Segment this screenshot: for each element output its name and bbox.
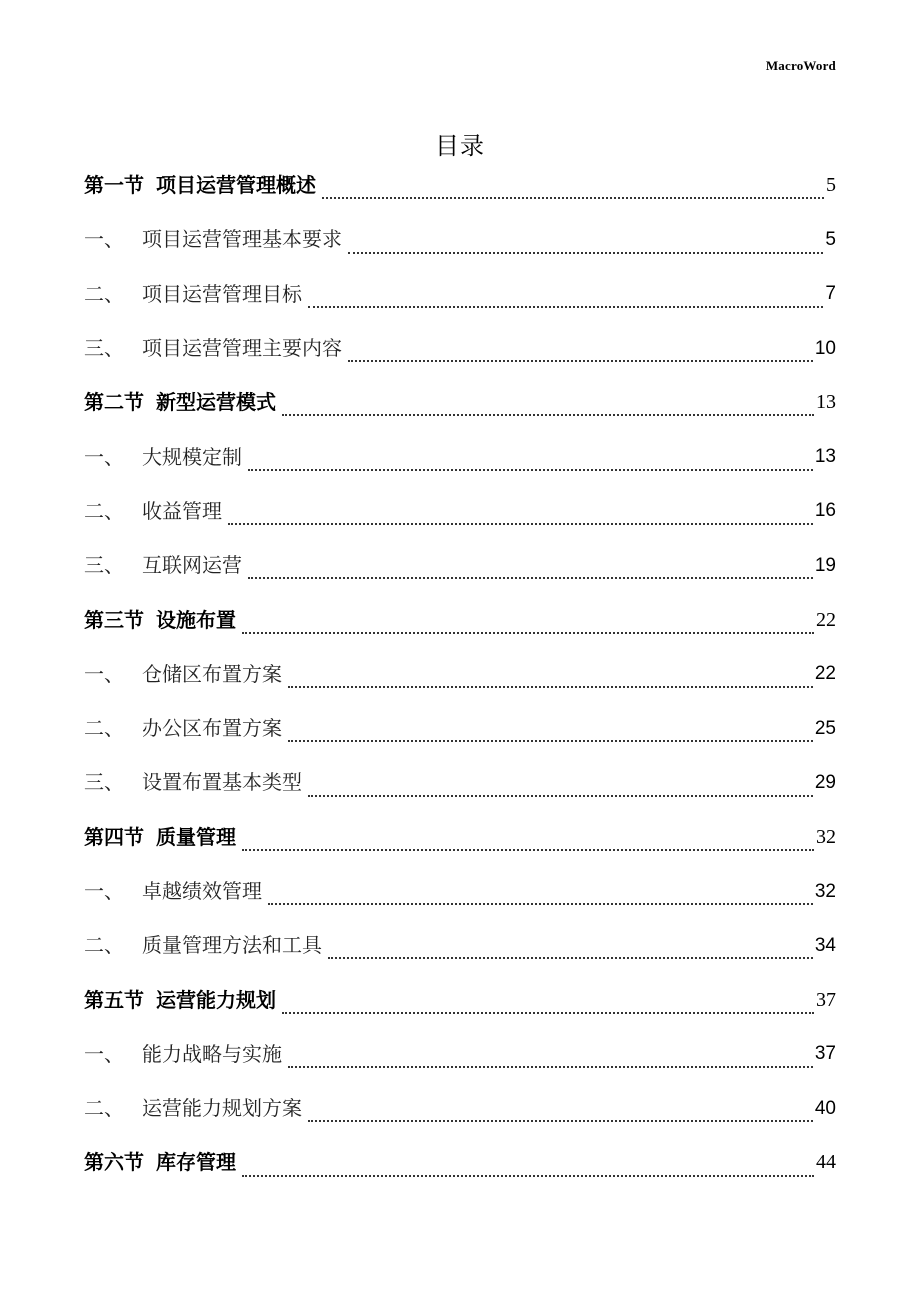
toc-entry-text: 设置布置基本类型 [142,770,302,795]
toc-title: 目录 [435,132,485,161]
toc-entry-label [84,824,236,849]
toc-entry-text: 大规模定制 [142,444,242,469]
toc-entry-page: 32 [814,880,836,902]
toc-entry-label [84,1041,282,1066]
toc-entry-number: 一、 [84,1041,124,1066]
dot-leader [248,469,813,471]
toc-entry[interactable] [84,647,836,701]
toc-entry-page: 44 [816,1151,836,1174]
toc-entry-page: 25 [814,717,836,739]
toc-entry-text: 新型运营模式 [156,390,276,415]
toc-entry-label [84,444,242,469]
dot-leader [328,957,813,959]
toc-entry-page: 16 [814,500,836,522]
toc-entry[interactable] [84,972,836,1026]
dot-leader [242,849,814,851]
toc-entry-number: 三、 [84,336,124,361]
toc-entry[interactable] [84,538,836,592]
toc-entry-text: 互联网运营 [142,553,242,578]
toc-entry-text: 项目运营管理主要内容 [142,336,342,361]
toc-entry-number: 一、 [84,879,124,903]
toc-entry-text: 质量管理方法和工具 [142,933,322,958]
toc-entry-text: 项目运营管理目标 [142,281,302,306]
toc-entry[interactable] [84,484,836,538]
dot-leader [242,1175,814,1177]
dot-leader [288,1066,813,1068]
toc-entry-number: 三、 [84,553,124,578]
toc-entry-page: 40 [814,1097,836,1119]
dot-leader [248,577,813,579]
dot-leader [288,686,813,688]
toc-entry-label [84,390,276,415]
dot-leader [308,306,823,308]
toc-entry[interactable] [84,1135,836,1189]
dot-leader [308,795,813,797]
toc-entry-page: 22 [816,608,836,631]
toc-entry-text: 运营能力规划 [156,987,276,1012]
toc-entry[interactable] [84,1027,836,1081]
toc-entry[interactable] [84,864,836,918]
toc-entry-page: 22 [814,663,836,685]
toc-entry-text: 仓储区布置方案 [142,661,282,686]
toc-entry[interactable] [84,375,836,429]
dot-leader [282,1012,814,1014]
toc-entry-number: 二、 [84,281,124,306]
toc-entry-page: 5 [826,174,836,197]
toc-entry-text: 卓越绩效管理 [142,879,262,903]
toc-entry[interactable] [84,592,836,646]
toc-entry-label [84,1096,302,1121]
toc-entry-text: 项目运营管理基本要求 [142,227,342,252]
toc-entry-text: 设施布置 [156,607,236,632]
toc-entry[interactable] [84,1081,836,1135]
toc-entry[interactable] [84,212,836,266]
toc-entry-page: 19 [814,554,836,576]
toc-entry-page: 34 [814,934,836,956]
toc-entry[interactable] [84,321,836,375]
toc-entry-number: 二、 [84,498,124,523]
toc-entry-number: 二、 [84,933,124,958]
toc-entry-number: 一、 [84,444,124,469]
toc-entry-page: 13 [814,446,836,468]
toc-entry-text: 项目运营管理概述 [156,173,316,198]
toc-entry[interactable] [84,755,836,809]
toc-entry-label [84,227,342,252]
toc-entry-page: 37 [816,988,836,1011]
toc-entry-label [84,933,322,958]
toc-entry-text: 收益管理 [142,498,222,523]
toc-entry-text: 质量管理 [156,824,236,849]
toc-entry-page: 37 [814,1043,836,1065]
dot-leader [242,632,814,634]
toc-entry-label [84,607,236,632]
toc-entry-label [84,173,316,198]
toc-entry-page: 10 [814,337,836,359]
toc-entry-label [84,498,222,523]
toc-entry-label [84,987,276,1012]
toc-entry-number: 第一节 [84,173,144,198]
toc-entry[interactable] [84,429,836,483]
toc-entry-page: 13 [816,391,836,414]
dot-leader [348,252,823,254]
table-of-contents [84,158,836,1190]
toc-entry[interactable] [84,701,836,755]
header-brand: MacroWord [765,58,836,73]
toc-entry-label [84,881,262,901]
toc-entry-label [84,1150,236,1175]
dot-leader [228,523,813,525]
toc-entry-page: 29 [814,771,836,793]
toc-entry-text: 能力战略与实施 [142,1041,282,1066]
toc-entry-number: 第二节 [84,390,144,415]
toc-entry-number: 第六节 [84,1150,144,1175]
toc-entry-number: 三、 [84,770,124,795]
toc-entry-page: 7 [825,283,836,305]
toc-entry-label [84,770,302,795]
toc-entry-number: 二、 [84,716,124,741]
toc-entry-number: 一、 [84,227,124,252]
dot-leader [322,197,824,199]
toc-entry-text: 办公区布置方案 [142,716,282,741]
dot-leader [282,414,814,416]
toc-entry-text: 运营能力规划方案 [142,1096,302,1121]
toc-entry-number: 第三节 [84,607,144,632]
toc-entry-number: 第五节 [84,987,144,1012]
toc-entry-label [84,716,282,741]
dot-leader [288,740,813,742]
dot-leader [348,360,813,362]
toc-entry-label [84,336,342,361]
dot-leader [308,1120,813,1122]
toc-entry-label [84,661,282,686]
toc-entry[interactable] [84,158,836,212]
toc-entry-text: 库存管理 [156,1150,236,1175]
toc-entry-number: 一、 [84,661,124,686]
toc-entry-label [84,281,302,306]
dot-leader [268,903,813,905]
toc-entry-page: 5 [825,228,836,250]
toc-entry[interactable] [84,810,836,864]
toc-entry-number: 二、 [84,1096,124,1121]
toc-entry[interactable] [84,918,836,972]
toc-entry-label [84,553,242,578]
toc-entry[interactable] [84,267,836,321]
toc-entry-page: 32 [816,825,836,848]
toc-entry-number: 第四节 [84,824,144,849]
